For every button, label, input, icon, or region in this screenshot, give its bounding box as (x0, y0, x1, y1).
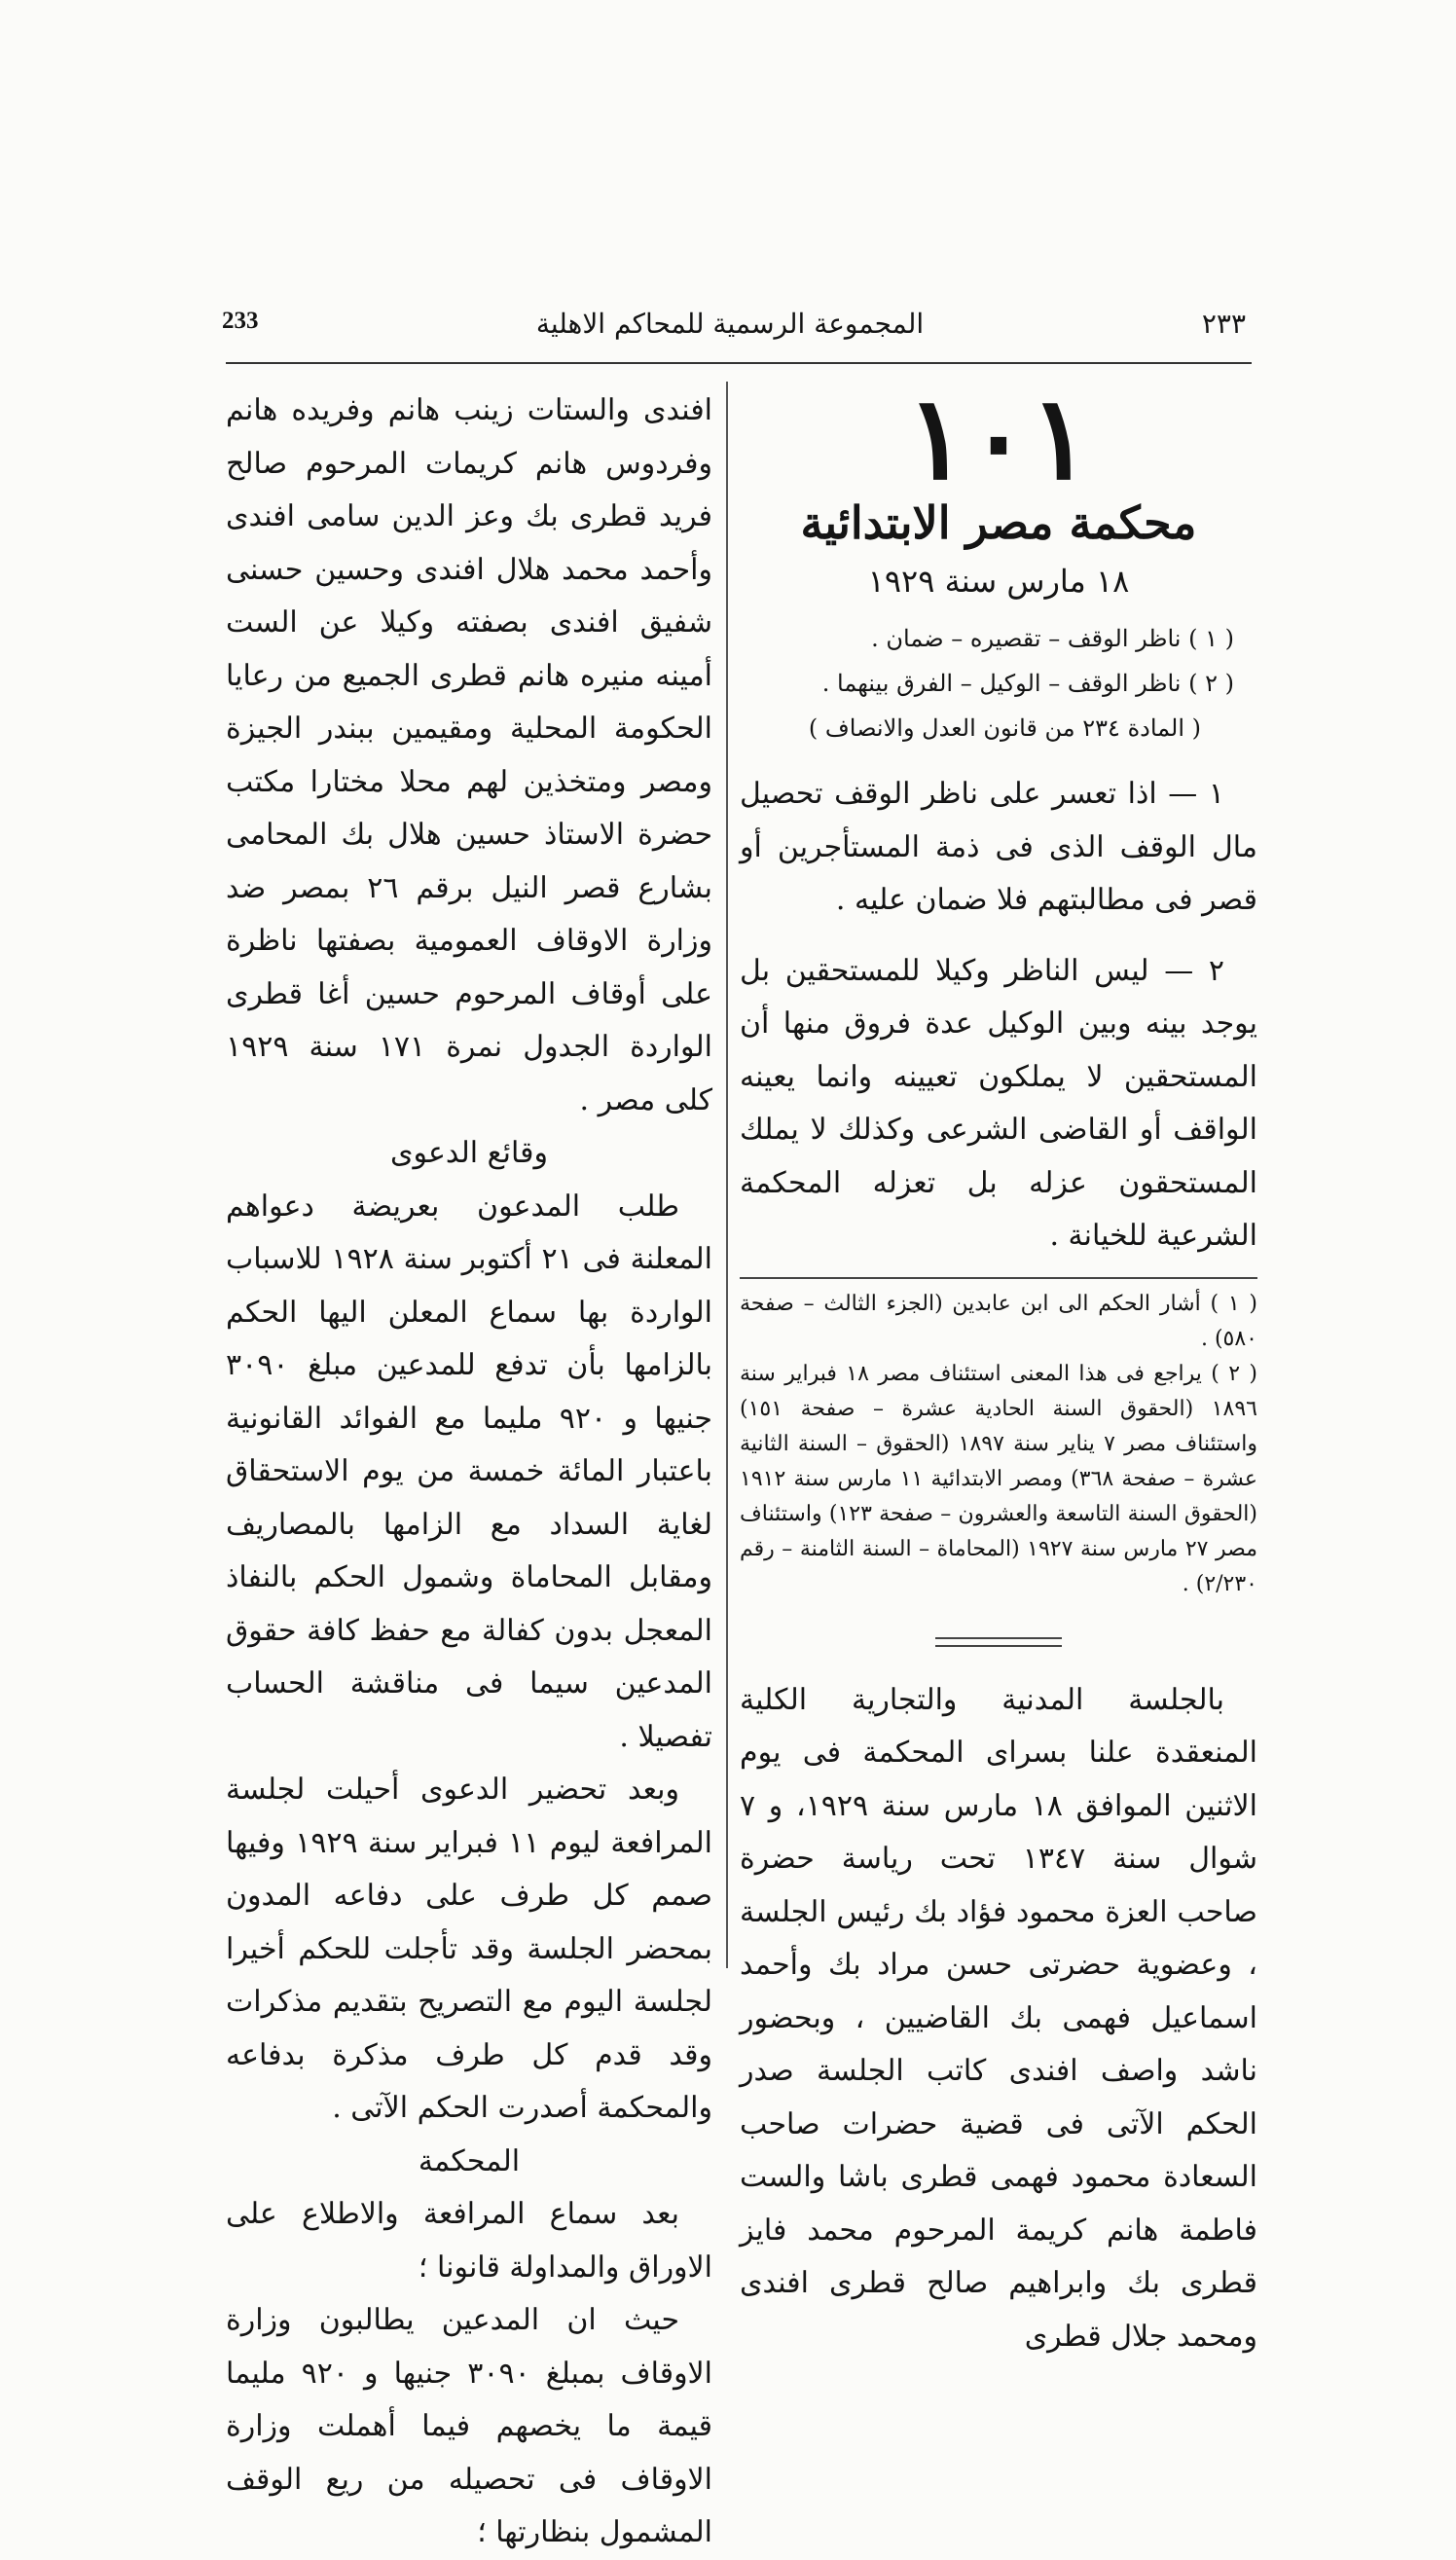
page-number-latin: 233 (222, 308, 259, 334)
facts-heading: وقائع الدعوى (390, 1136, 548, 1170)
right-column (740, 370, 1258, 2363)
footnote-rule (740, 1277, 1257, 1279)
reasoning-paragraph: حيث ان المدعين يطالبون وزارة الاوقاف بمبلغ ٣٠٩٠ جنيها و ٩٢٠ مليما قيمة ما يخصهم فيما أهملت وزارة الاوقاف فى تحصيله من ريع الوقف المشمول بنظارتها ؛ (226, 2303, 713, 2549)
page-header (214, 308, 1246, 350)
judgment-preamble: بالجلسة المدنية والتجارية الكلية المنعقدة علنا بسراى المحكمة فى يوم الاثنين الموافق ١٨ مارس سنة ١٩٢٩، و ٧ شوال سنة ١٣٤٧ تحت رياسة حضرة صاحب العزة محمود فؤاد بك رئيس الجلسة ، وعضوية حضرتى حسن مراد بك وأحمد اسماعيل فهمى بك القاضيين ، وبحضور ناشد واصف افندى كاتب الجلسة صدر الحكم الآتى فى قضية حضرات صاحب السعادة محمود فهمى قطرى باشا والست فاطمة هانم كريمة المرحوم محمد فايز قطرى بك وابراهيم صالح قطرى افندى ومحمد جلال قطرى (740, 1682, 1258, 2354)
footnote: ( ١ ) أشار الحكم الى ابن عابدين (الجزء الثالث – صفحة ٥٨٠) . (740, 1291, 1257, 1351)
headnote: ( ٢ ) ناظر الوقف – الوكيل – الفرق بينهما . (821, 670, 1234, 697)
principle-paragraph: ١ — اذا تعسر على ناظر الوقف تحصيل مال الوقف الذى فى ذمة المستأجرين أو قصر فى مطالبتهم فلا ضمان عليه . (740, 777, 1257, 917)
case-date: ١٨ مارس سنة ١٩٢٩ (867, 563, 1130, 600)
headnote: ( ١ ) ناظر الوقف – تقصيره – ضمان . (871, 625, 1234, 652)
facts-paragraph: وبعد تحضير الدعوى أحيلت لجلسة المرافعة ليوم ١١ فبراير سنة ١٩٢٩ وفيها صمم كل طرف على دفاعه المدون بمحضر الجلسة وقد تأجلت للحكم أخيرا لجلسة اليوم مع التصريح بتقديم مذكرات وقد قدم كل طرف مذكرة بدفاعه والمحكمة أصدرت الحكم الآتى . (226, 1773, 712, 2125)
reasoning-paragraph: بعد سماع المرافعة والاطلاع على الاوراق والمداولة قانونا ؛ (226, 2197, 712, 2285)
facts-paragraph: طلب المدعون بعريضة دعواهم المعلنة فى ٢١ أكتوبر سنة ١٩٢٨ للاسباب الواردة بها سماع المعلن اليها الحكم بالزامها بأن تدفع للمدعين مبلغ ٣٠٩٠ جنيها و ٩٢٠ مليما مع الفوائد القانونية باعتبار المائة خمسة من يوم الاستحقاق لغاية السداد مع الزامها بالمصاريف ومقابل المحاماة وشمول الحكم بالنفاذ المعجل بدون كفالة مع حفظ كافة حقوق المدعين سيما فى مناقشة الحساب تفصيلا . (226, 1189, 713, 1754)
court-name: محكمة مصر الابتدائية (800, 496, 1197, 549)
case-number: ١٠١ (905, 370, 1092, 505)
headnote-article: ( المادة ٢٣٤ من قانون العدل والانصاف ) (808, 714, 1201, 742)
column-divider (726, 382, 728, 1968)
section-separator (935, 1637, 1062, 1647)
left-column (226, 384, 712, 2560)
running-title: المجموعة الرسمية للمحاكم الاهلية (535, 308, 925, 340)
page-number-arabic: ٢٣٣ (1201, 308, 1246, 340)
footnote: ( ٢ ) يراجع فى هذا المعنى استئناف مصر ١٨ فبراير سنة ١٨٩٦ (الحقوق السنة الحادية عشرة – صفحة ١٥١) واستئناف مصر ٧ يناير سنة ١٨٩٧ (الحقوق – السنة الثانية عشرة – صفحة ٣٦٨) ومصر الابتدائية ١١ مارس سنة ١٩١٢ (الحقوق السنة التاسعة والعشرون – صفحة ١٢٣) واستئناف مصر ٢٧ مارس سنة ١٩٢٧ (المحاماة – السنة الثامنة – رقم ٢/٢٣٠) . (740, 1361, 1258, 1596)
header-rule (226, 362, 1252, 364)
parties-paragraph: افندى والستات زينب هانم وفريده هانم وفردوس هانم كريمات المرحوم صالح فريد قطرى بك وعز الدين سامى افندى وأحمد محمد هلال افندى وحسين حسنى شفيق افندى بصفته وكيلا عن الست أمينه منيره هانم قطرى الجميع من رعايا الحكومة المحلية ومقيمين ببندر الجيزة ومصر ومتخذين لهم محلا مختارا مكتب حضرة الاستاذ حسين هلال بك المحامى بشارع قصر النيل برقم ٢٦ بمصر ضد وزارة الاوقاف العمومية بصفتها ناظرة على أوقاف المرحوم حسين أغا قطرى الواردة الجدول نمرة ١٧١ سنة ١٩٢٩ كلى مصر . (226, 393, 712, 1117)
court-heading: المحكمة (418, 2143, 521, 2178)
principle-paragraph: ٢ — ليس الناظر وكيلا للمستحقين بل يوجد بينه وبين الوكيل عدة فروق منها أن المستحقين لا يملكون تعيينه وانما يعينه الواقف أو القاضى الشرعى وكذلك لا يملك المستحقون عزله بل تعزله المحكمة الشرعية للخيانة . (740, 953, 1257, 1253)
